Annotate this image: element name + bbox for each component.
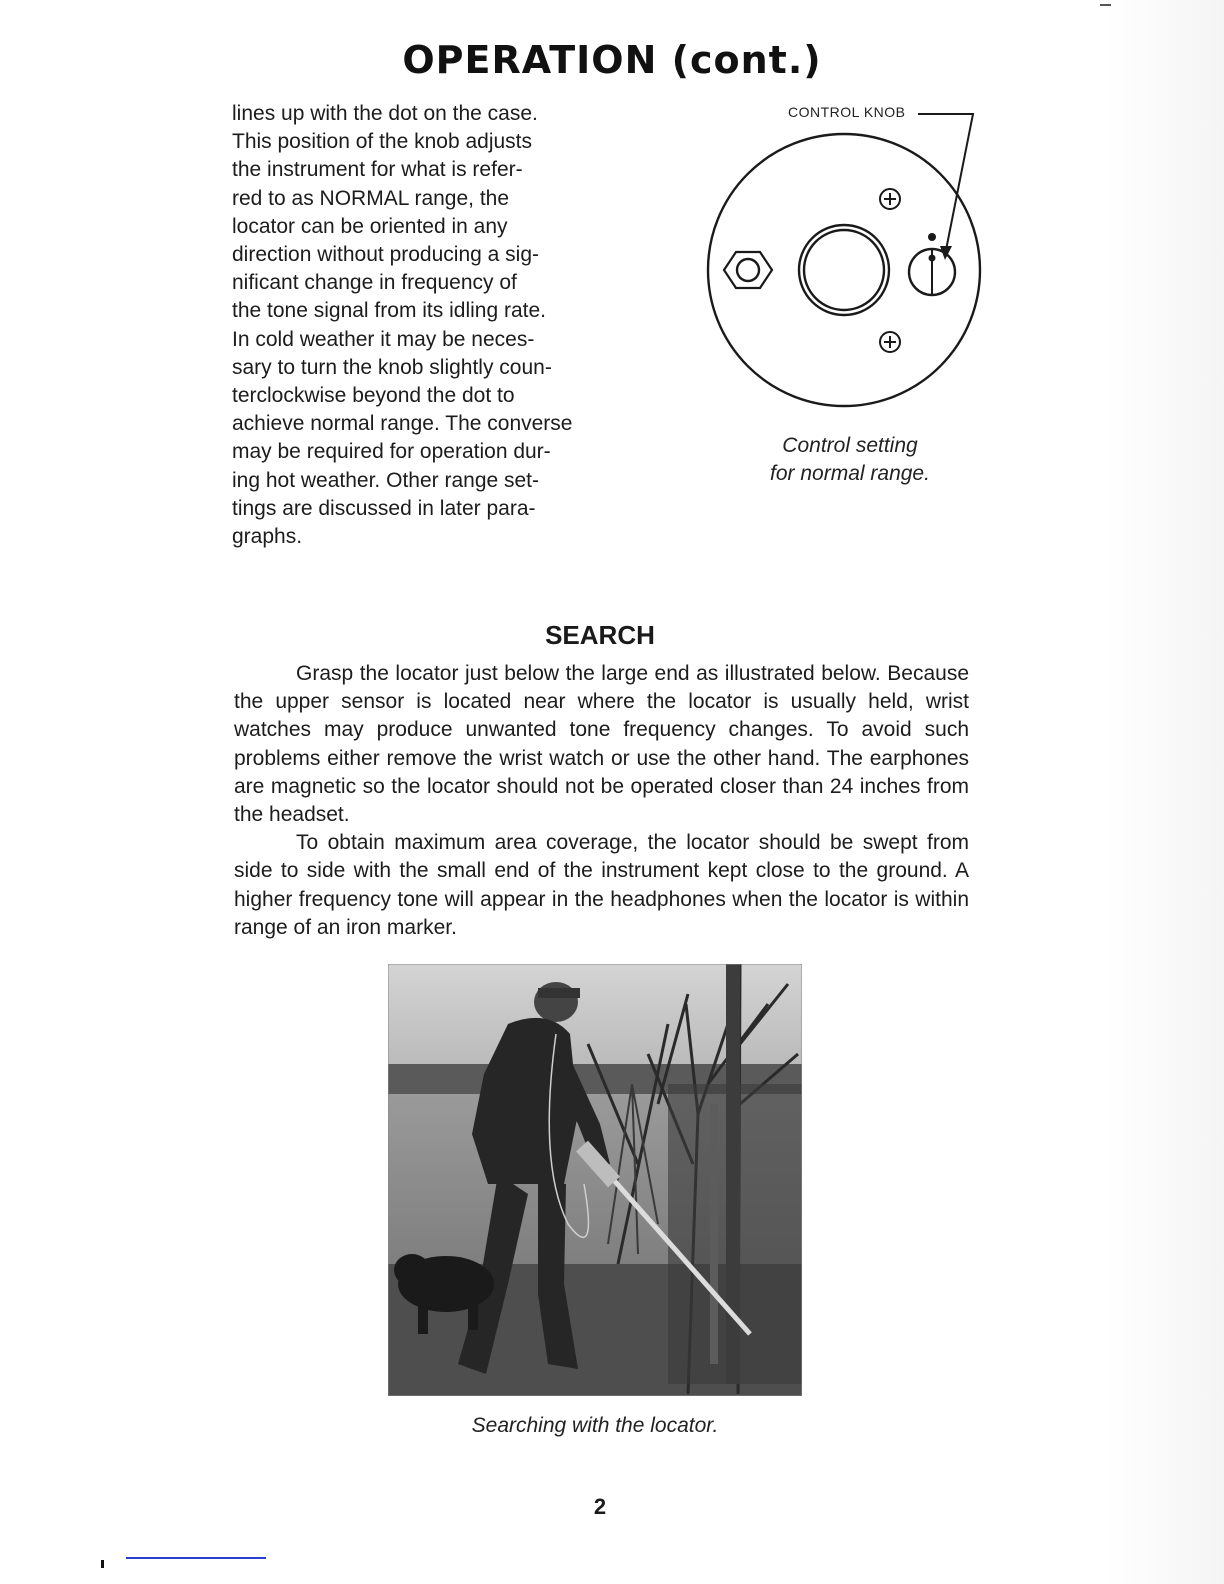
- center-ring-inner: [804, 230, 884, 310]
- corner-mark: [1100, 4, 1111, 6]
- hex-nut-icon: [724, 252, 772, 288]
- search-paragraph-2: To obtain maximum area coverage, the locator should be swept from side to side with the small end of the instrument kept close to the ground. A higher frequency tone will appear in the headphones when the locator is within range of an iron marker.: [234, 831, 969, 939]
- center-ring-outer: [799, 225, 889, 315]
- diagram-caption: Control setting for normal range.: [770, 434, 930, 485]
- control-knob-label: CONTROL KNOB: [788, 104, 906, 120]
- footer-mark: [101, 1560, 104, 1568]
- section-heading-search: SEARCH: [545, 620, 655, 650]
- photo-fence-post: [710, 1104, 718, 1364]
- search-body-text: [234, 660, 969, 942]
- page-number: 2: [593, 1494, 607, 1519]
- page-title: OPERATION (cont.): [402, 38, 822, 82]
- operation-body-text: lines up with the dot on the case. This position of the knob adjusts the instrument for what is refer- red to as NORMAL range, the locator can be oriented in any direction without producing a sig- nificant change in frequency of the tone signal from its idling rate. In cold weather it may be neces- sary to turn the knob slightly coun- terclockwise beyond the dot to achieve normal range. The converse may be required for operation dur- ing hot weather. Other range set- tings are discussed in later para- graphs.: [232, 102, 573, 549]
- case-outline: [708, 134, 980, 406]
- hex-nut-hole: [737, 259, 759, 281]
- searching-photo: [388, 964, 802, 1396]
- footer-link-underline[interactable]: [126, 1557, 266, 1559]
- search-paragraph-1: Grasp the locator just below the large end as illustrated below. Because the upper sensor is located near where the locator is usually held, wrist watches may produce unwanted tone frequency changes. To avoid such problems either remove the wrist watch or use the other hand. The earphones are magnetic so the locator should not be operated closer than 24 inches from the headset.: [234, 662, 969, 827]
- case-dot: [928, 233, 936, 241]
- page-edge-shading: [1104, 0, 1224, 1584]
- control-knob-diagram: [700, 100, 1000, 420]
- knob-leader-line: [918, 114, 973, 250]
- photo-caption: Searching with the locator.: [471, 1414, 719, 1437]
- knob-pointer-dot: [929, 255, 936, 262]
